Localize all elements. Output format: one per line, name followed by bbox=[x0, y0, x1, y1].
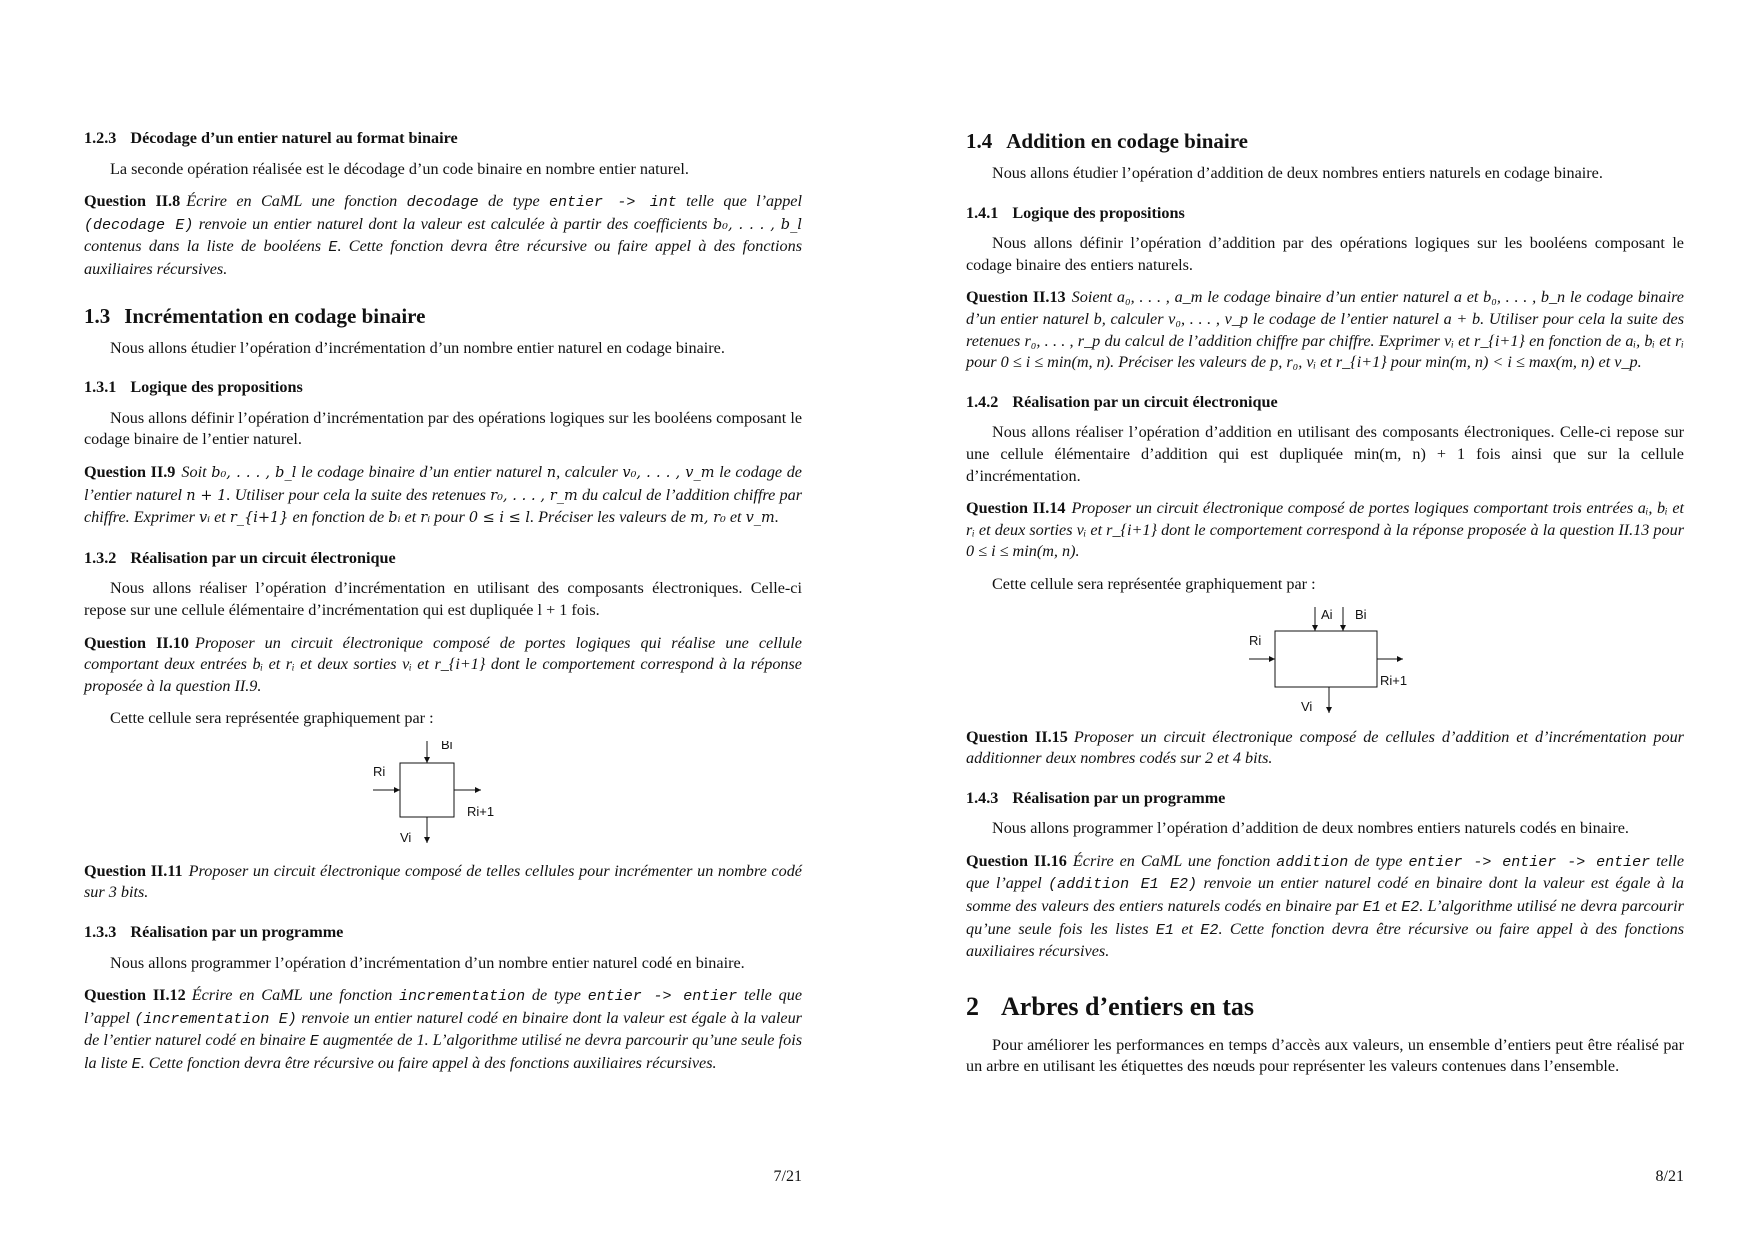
heading-1-4: 1.4 Addition en codage binaire bbox=[966, 129, 1248, 153]
page-number: 7/21 bbox=[773, 1168, 802, 1185]
question-II-15: Question II.15 Proposer un circuit électronique composé de cellules d’addition et d’incrémentation pour additionner deux nombres codés sur 2 et 4 bits. bbox=[966, 727, 1684, 768]
heading-1-4-3: 1.4.3 Réalisation par un programme bbox=[966, 788, 1226, 807]
question-II-11: Question II.11 Proposer un circuit électronique composé de telles cellules pour incrémenter un nombre codé sur 3 bits. bbox=[84, 861, 802, 902]
paragraph: Nous allons programmer l’opération d’addition de deux nombres entiers naturels codés en binaire. bbox=[992, 819, 1629, 838]
heading-1-2-3: 1.2.3 Décodage d’un entier naturel au format binaire bbox=[84, 129, 458, 147]
question-II-16: Question II.16 Écrire en CaML une fonction addition de type entier -> entier -> entier telle que l’appel (addition E1 E2) renvoie un entier naturel codé en binaire dont la valeur est égale à la somme des valeurs des entiers naturels codés en binaire par E1 et E2. L’algorithme utilisé ne devra parcourir qu’une seule fois les listes E1 et E2. Cette fonction devra être récursive ou faire appel à des fonctions auxiliaires récursives. bbox=[966, 851, 1685, 961]
heading-1-4-2: 1.4.2 Réalisation par un circuit électronique bbox=[966, 392, 1278, 411]
paragraph: Nous allons définir l’opération d’addition par des opérations logiques sur les booléens composant le codage binaire des entiers naturels. bbox=[966, 234, 1684, 274]
question-II-10: Question II.10 Proposer un circuit électronique composé de portes logiques qui réalise une cellule comportant deux entrées bᵢ et rᵢ et deux sorties vᵢ et r_{i+1} dont le comportement correspond à la réponse proposée à la question II.9. bbox=[84, 633, 802, 695]
paragraph: Cette cellule sera représentée graphiquement par : bbox=[992, 574, 1316, 593]
page-left bbox=[84, 128, 803, 1185]
bi-label: Bi bbox=[441, 740, 453, 752]
question-II-12: Question II.12 Écrire en CaML une fonction incrementation de type entier -> entier telle que l’appel (incrementation E) renvoie un entier naturel codé en binaire dont la valeur est égale à la valeur de l’entier naturel codé en binaire E augmentée de 1. L’algorithme utilisé ne devra parcourir qu’une seule fois la liste E. Cette fonction devra être récursive ou faire appel à des fonctions auxiliaires récursives. bbox=[84, 986, 803, 1074]
paragraph: Pour améliorer les performances en temps d’accès aux valeurs, un ensemble d’entiers peut être réalisé par un arbre en utilisant les étiquettes des nœuds pour représenter les valeurs contenues dans l’ensemble. bbox=[966, 1035, 1684, 1076]
page-number: 8/21 bbox=[1655, 1168, 1684, 1185]
paragraph: Nous allons étudier l’opération d’incrémentation d’un nombre entier naturel en codage binaire. bbox=[110, 338, 725, 357]
bi-label: Bi bbox=[1355, 606, 1367, 622]
vi-label: Vi bbox=[400, 829, 412, 845]
heading-2: 2 Arbres d’entiers en tas bbox=[966, 991, 1254, 1021]
page-right bbox=[966, 128, 1685, 1185]
question-II-9: Question II.9 Soit b₀, . . . , b_l le codage binaire d’un entier naturel n, calculer v₀, . . . , v_m le codage de l’entier naturel n + 1. Utiliser pour cela la suite des retenues r₀, . . . , r_m du calcul de l’addition chiffre par chiffre. Exprimer vᵢ et r_{i+1} en fonction de bᵢ et rᵢ pour 0 ≤ i ≤ l. Préciser les valeurs de m, r₀ et v_m. bbox=[84, 462, 802, 527]
ri1-label: Ri+1 bbox=[1380, 672, 1408, 688]
question-II-14: Question II.14 Proposer un circuit électronique composé de portes logiques comportant trois entrées aᵢ, bᵢ et rᵢ et deux sorties vᵢ et r_{i+1} dont le comportement correspond à la réponse proposée à la question II.13 pour 0 ≤ i ≤ min(m, n). bbox=[966, 499, 1684, 561]
paragraph: Nous allons réaliser l’opération d’addition en utilisant des composants électroniques. Celle-ci repose sur une cellule élémentaire d’addition qui est dupliquée min(m, n) + 1 fois ainsi que sur la cellule d’incrémentation. bbox=[966, 423, 1684, 485]
heading-1-3: 1.3 Incrémentation en codage binaire bbox=[84, 303, 426, 328]
paragraph: Nous allons définir l’opération d’incrémentation par des opérations logiques sur les booléens composant le codage binaire de l’entier naturel. bbox=[84, 408, 802, 449]
paragraph: La seconde opération réalisée est le décodage d’un code binaire en nombre entier naturel. bbox=[110, 159, 689, 178]
paragraph: Nous allons étudier l’opération d’addition de deux nombres entiers naturels en codage binaire. bbox=[992, 164, 1603, 182]
heading-1-3-1: 1.3.1 Logique des propositions bbox=[84, 378, 303, 397]
question-II-13: Question II.13 Soient a₀, . . . , a_m le codage binaire d’un entier naturel a et b₀, . . . , b_n le codage binaire d’un entier naturel b, calculer v₀, . . . , v_p le codage de l’entier naturel a + b. Utiliser pour cela la suite des retenues r₀, . . . , r_p du calcul de l’addition chiffre par chiffre. Exprimer vᵢ et r_{i+1} en fonction de aᵢ, bᵢ et rᵢ pour 0 ≤ i ≤ min(m, n). Préciser les valeurs de p, r₀, vᵢ et r_{i+1} pour min(m, n) < i ≤ max(m, n) et v_p. bbox=[966, 288, 1684, 372]
ai-label: Ai bbox=[1321, 606, 1333, 622]
paragraph: Nous allons programmer l’opération d’incrémentation d’un nombre entier naturel codé en binaire. bbox=[110, 953, 745, 972]
addition-cell-diagram bbox=[1235, 607, 1415, 717]
paragraph: Nous allons réaliser l’opération d’incrémentation en utilisant des composants électroniques. Celle-ci repose sur une cellule élémentaire d’incrémentation qui est dupliquée l + 1 fois. bbox=[84, 579, 802, 619]
ri-label: Ri bbox=[373, 763, 386, 779]
ri-label: Ri bbox=[1249, 632, 1262, 648]
heading-1-3-2: 1.3.2 Réalisation par un circuit électronique bbox=[84, 548, 396, 567]
question-II-8: Question II.8 Écrire en CaML une fonction decodage de type entier -> int telle que l’appel (decodage E) renvoie un entier naturel dont la valeur est calculée à partir des coefficients b₀, . . . , b_l contenus dans la liste de booléens E. Cette fonction devra être récursive ou faire appel à des fonctions auxiliaires récursives. bbox=[84, 192, 802, 278]
increment-cell-diagram bbox=[363, 741, 523, 851]
heading-1-4-1: 1.4.1 Logique des propositions bbox=[966, 203, 1185, 222]
paragraph: Cette cellule sera représentée graphiquement par : bbox=[110, 709, 434, 728]
ri1-label: Ri+1 bbox=[467, 803, 495, 819]
heading-1-3-3: 1.3.3 Réalisation par un programme bbox=[84, 923, 344, 942]
vi-label: Vi bbox=[1301, 698, 1313, 714]
